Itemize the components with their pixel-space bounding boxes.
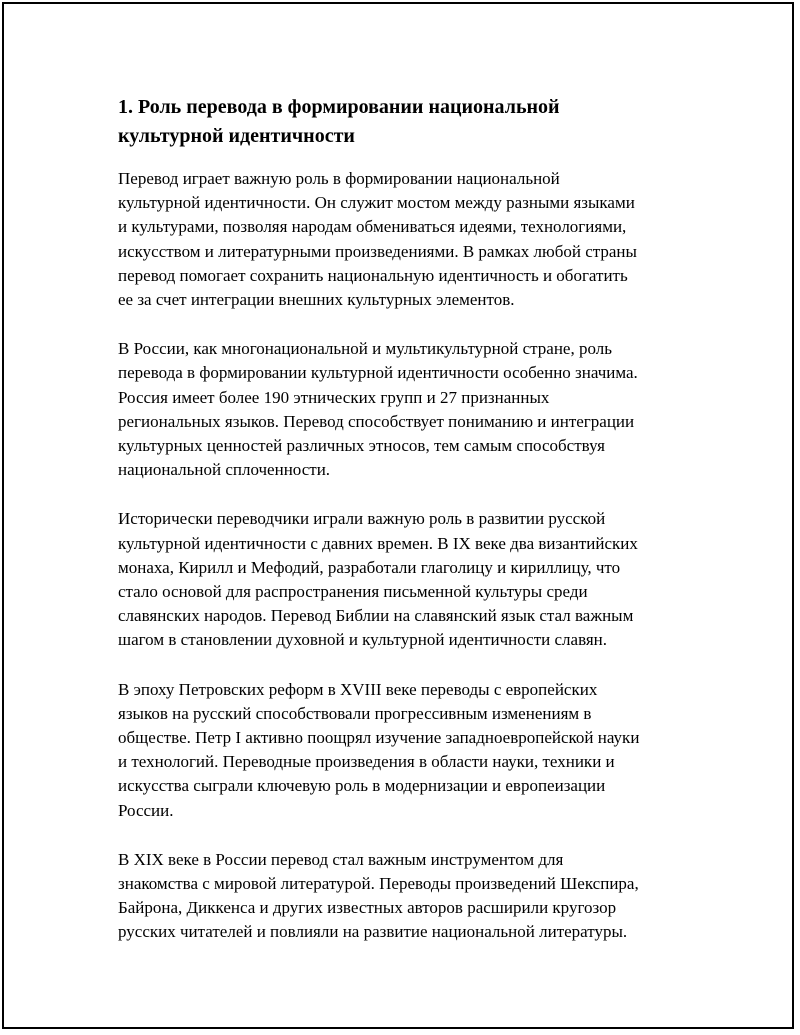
paragraph-line: Байрона, Диккенса и других известных авторов расширили кругозор: [118, 898, 617, 918]
paragraph-line: стало основой для распространения письменной культуры среди: [118, 582, 588, 602]
heading-line: культурной идентичности: [118, 125, 355, 147]
paragraph-line: В эпоху Петровских реформ в XVIII веке переводы с европейских: [118, 679, 598, 699]
paragraph-line: знакомства с мировой литературой. Переводы произведений Шекспира,: [118, 874, 639, 894]
paragraph-line: Россия имеет более 190 этнических групп и 27 признанных: [118, 387, 550, 407]
paragraph-2: [118, 337, 698, 482]
paragraph-line: языков на русский способствовали прогрессивным изменениям в: [118, 703, 592, 723]
paragraph-3: [118, 507, 698, 652]
paragraph-line: В России, как многонациональной и мультикультурной стране, роль: [118, 339, 612, 359]
paragraph-line: культурной идентичности. Он служит мостом между разными языками: [118, 193, 635, 213]
section-heading: [118, 93, 698, 151]
paragraph-line: обществе. Петр I активно поощрял изучение западноевропейской науки: [118, 728, 640, 748]
paragraph-line: культурной идентичности с давних времен. В IX веке два византийских: [118, 533, 638, 553]
paragraph-line: региональных языков. Перевод способствует пониманию и интеграции: [118, 411, 635, 431]
heading-line: 1. Роль перевода в формировании национальной: [118, 96, 560, 118]
paragraph-line: национальной сплоченности.: [118, 460, 331, 480]
paragraph-line: русских читателей и повлияли на развитие национальной литературы.: [118, 922, 628, 942]
paragraph-line: ее за счет интеграции внешних культурных элементов.: [118, 290, 515, 310]
paragraph-line: В XIX веке в России перевод стал важным инструментом для: [118, 849, 564, 869]
paragraph-line: Исторически переводчики играли важную роль в развитии русской: [118, 509, 606, 529]
paragraph-1: [118, 167, 698, 312]
paragraph-line: России.: [118, 800, 174, 820]
paragraph-line: славянских народов. Перевод Библии на славянский язык стал важным: [118, 606, 634, 626]
paragraph-line: культурных ценностей различных этносов, тем самым способствуя: [118, 436, 605, 456]
paragraph-5: [118, 848, 698, 945]
paragraph-line: и культурами, позволяя народам обмениваться идеями, технологиями,: [118, 217, 627, 237]
document-body: [118, 93, 698, 970]
paragraph-line: монаха, Кирилл и Мефодий, разработали глаголицу и кириллицу, что: [118, 557, 621, 577]
paragraph-line: перевода в формировании культурной идентичности особенно значима.: [118, 363, 638, 383]
paragraph-line: перевод помогает сохранить национальную идентичность и обогатить: [118, 265, 628, 285]
paragraph-4: [118, 678, 698, 823]
paragraph-line: Перевод играет важную роль в формировании национальной: [118, 169, 560, 188]
paragraph-line: искусства сыграли ключевую роль в модернизации и европеизации: [118, 776, 606, 796]
paragraph-line: искусством и литературными произведениями. В рамках любой страны: [118, 241, 637, 261]
paragraph-line: шагом в становлении духовной и культурной идентичности славян.: [118, 630, 608, 650]
paragraph-line: и технологий. Переводные произведения в области науки, техники и: [118, 752, 615, 772]
